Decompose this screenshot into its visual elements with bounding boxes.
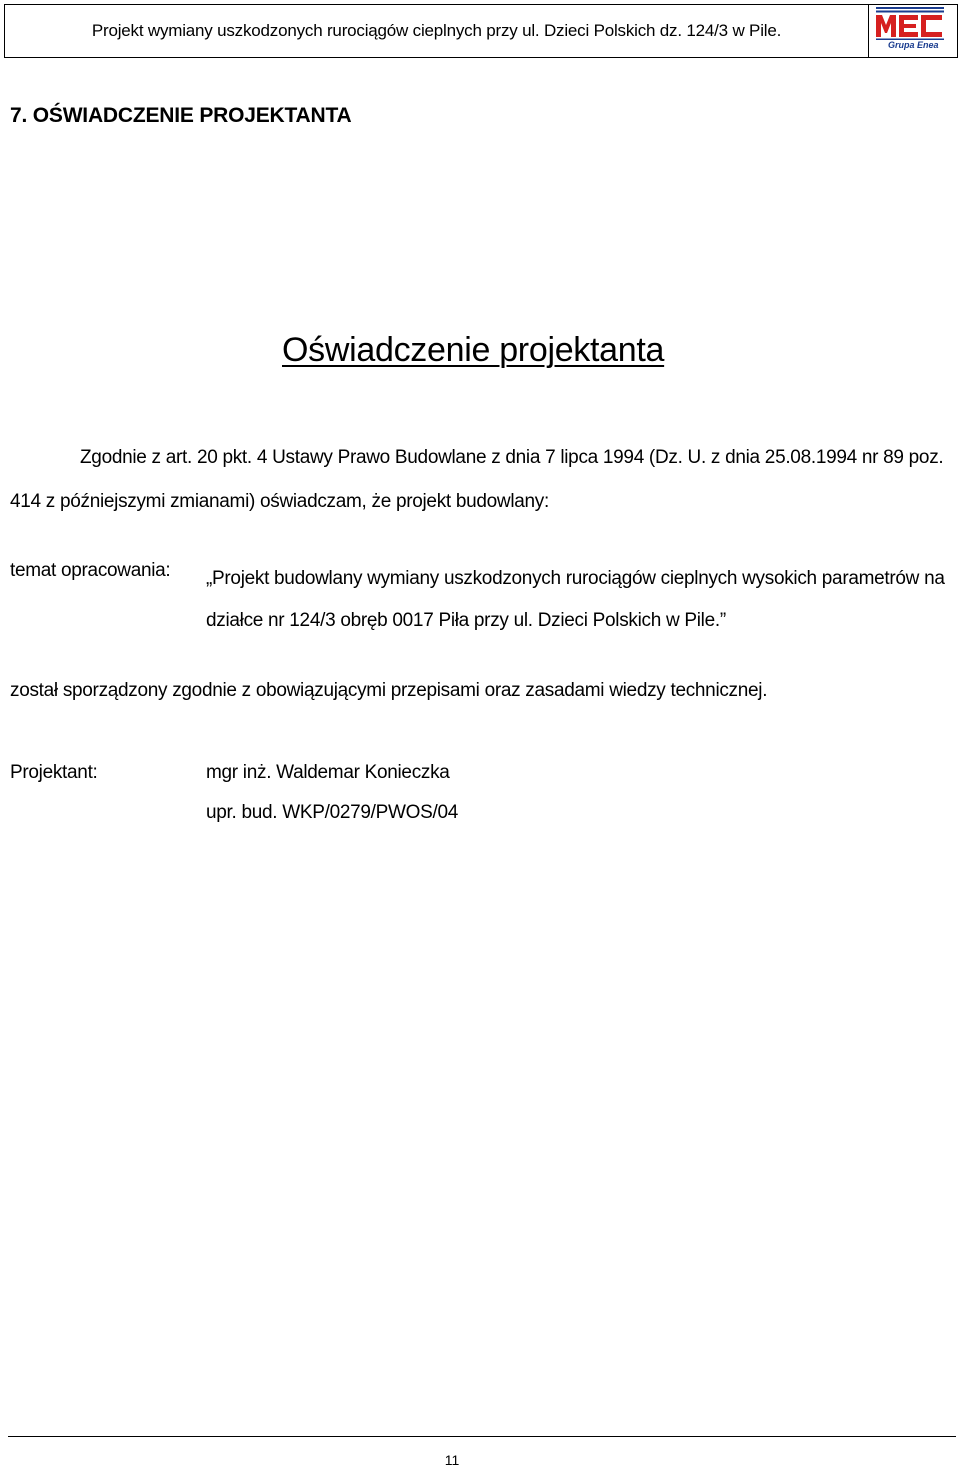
logo-letter-m — [876, 15, 896, 37]
header-divider — [868, 5, 869, 57]
logo-letter-c — [921, 15, 942, 37]
header-title: Projekt wymiany uszkodzonych rurociągów cieplnych przy ul. Dzieci Polskich dz. 124/3 w Pile. — [91, 21, 782, 40]
logo-letter-e — [899, 15, 918, 37]
conclusion-text: został sporządzony zgodnie z obowiązującymi przepisami oraz zasadami wiedzy technicznej. — [10, 680, 768, 701]
section-heading: 7. OŚWIADCZENIE PROJEKTANTA — [10, 104, 352, 127]
logo-stripes — [876, 7, 944, 13]
designer-label: Projektant: — [10, 762, 98, 783]
page-header — [4, 4, 958, 58]
designer-license: upr. bud. WKP/0279/PWOS/04 — [206, 802, 459, 823]
topic-value: „Projekt budowlany wymiany uszkodzonych rurociągów cieplnych wysokich parametrów na działce nr 124/3 obręb 0017 Piła przy ul. Dzieci Polskich w Pile.” — [206, 568, 945, 631]
footer-divider — [8, 1436, 956, 1437]
page-number: 11 — [444, 1452, 460, 1468]
document-title: Oświadczenie projektanta — [282, 331, 665, 369]
designer-name: mgr inż. Waldemar Konieczka — [206, 762, 450, 783]
intro-paragraph: Zgodnie z art. 20 pkt. 4 Ustawy Prawo Budowlane z dnia 7 lipca 1994 (Dz. U. z dnia 25.08.1994 nr 89 poz. 414 z późniejszymi zmianami) oświadczam, że projekt budowlany: — [10, 447, 944, 512]
topic-label: temat opracowania: — [10, 560, 171, 581]
logo-caption: Grupa Enea — [888, 40, 939, 50]
